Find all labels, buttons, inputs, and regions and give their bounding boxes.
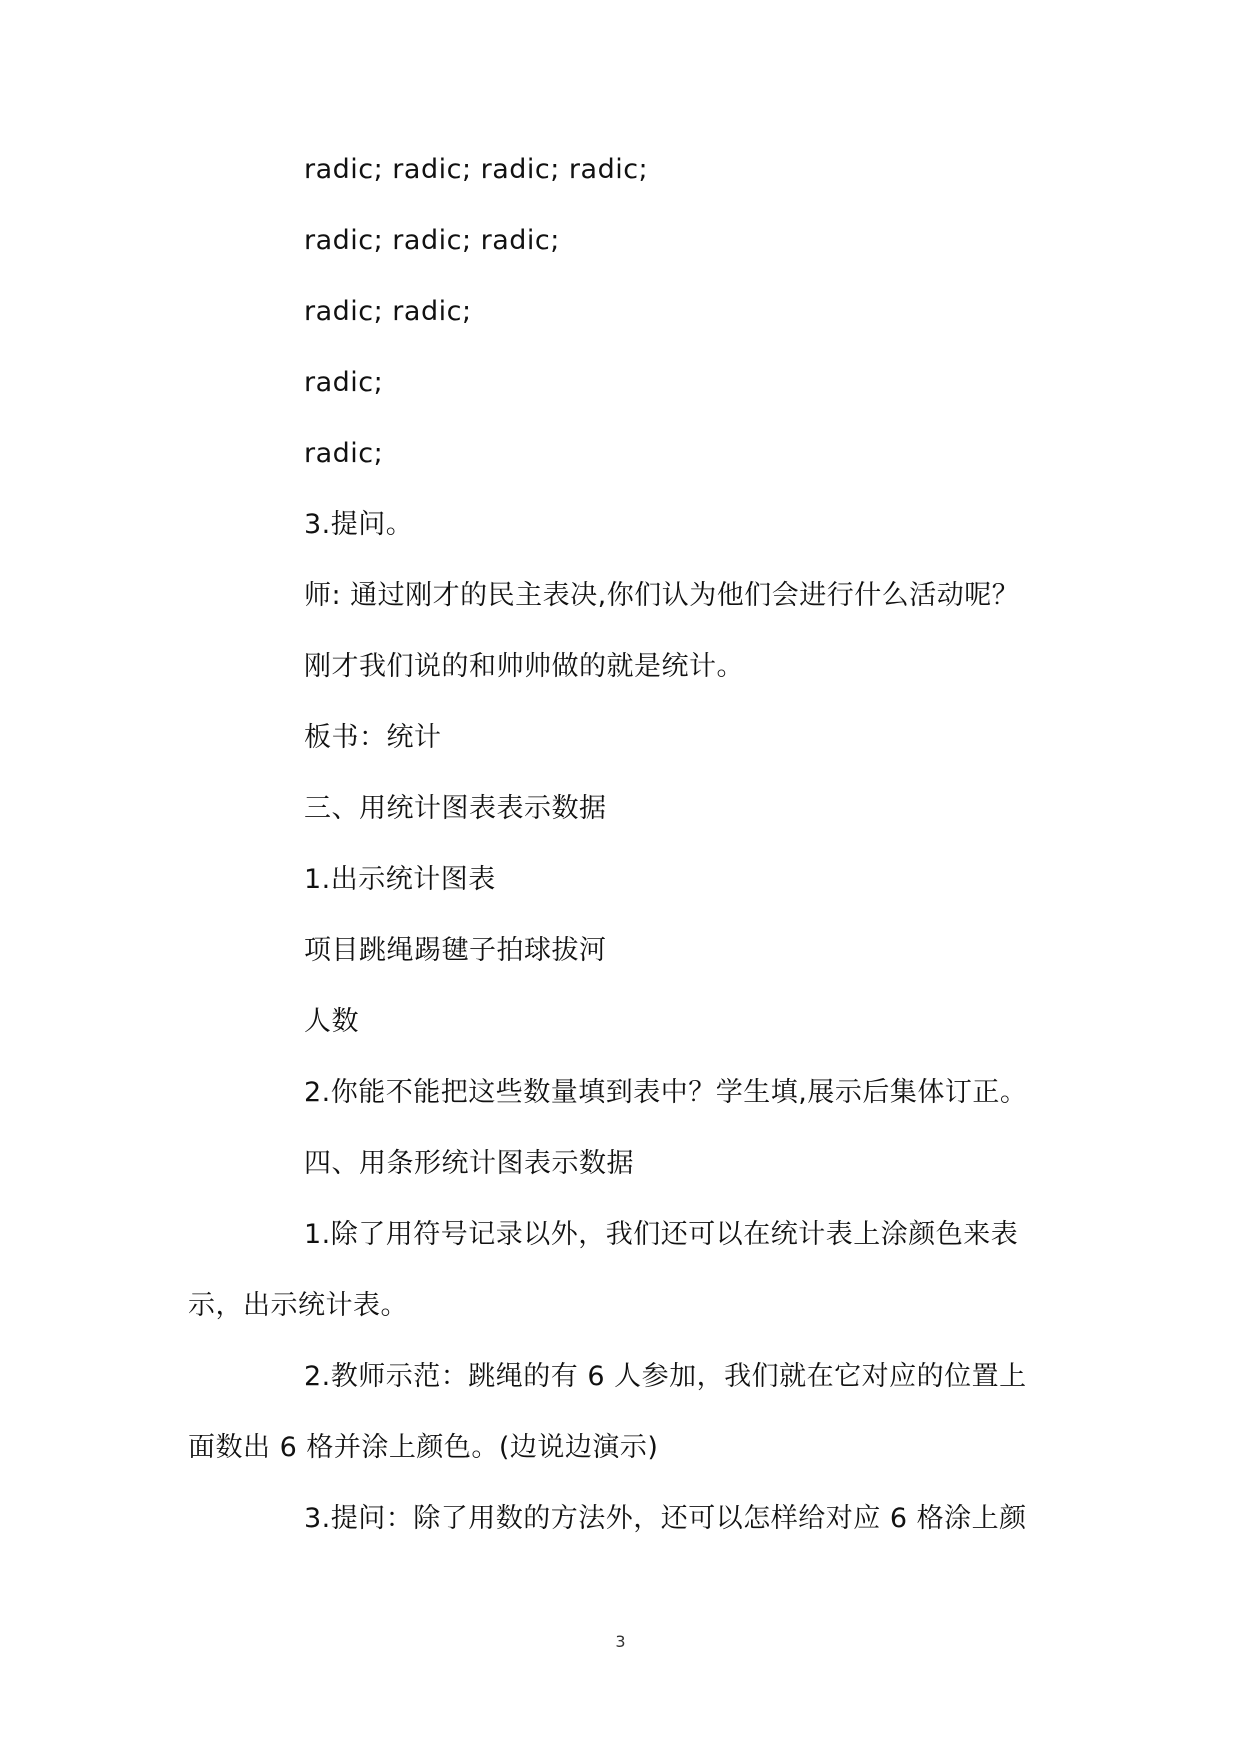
section-three-heading: 三、用统计图表表示数据 <box>304 793 607 824</box>
table-count-row: 人数 <box>304 1006 359 1037</box>
statistics-statement: 刚才我们说的和帅帅做的就是统计。 <box>304 651 744 682</box>
table-items-row: 项目跳绳踢毽子拍球拔河 <box>304 935 607 966</box>
blackboard-note: 板书：统计 <box>304 722 442 753</box>
teacher-question: 师: 通过刚才的民主表决,你们认为他们会进行什么活动呢？ <box>304 580 1020 611</box>
radic-line-5: radic; <box>304 438 384 469</box>
teacher-demo-continuation: 面数出 6 格并涂上颜色。(边说边演示) <box>188 1432 659 1463</box>
followup-question: 3.提问：除了用数的方法外，还可以怎样给对应 6 格涂上颜 <box>304 1503 1027 1534</box>
section-four-heading: 四、用条形统计图表示数据 <box>304 1148 634 1179</box>
teacher-demo-paragraph: 2.教师示范：跳绳的有 6 人参加，我们就在它对应的位置上 <box>304 1361 1027 1392</box>
question-heading: 3.提问。 <box>304 509 414 540</box>
page-number: 3 <box>615 1632 626 1651</box>
radic-line-2: radic; radic; radic; <box>304 225 560 256</box>
color-method-continuation: 示，出示统计表。 <box>188 1290 408 1321</box>
radic-line-3: radic; radic; <box>304 296 472 327</box>
radic-line-4: radic; <box>304 367 384 398</box>
fill-table-step: 2.你能不能把这些数量填到表中？学生填,展示后集体订正。 <box>304 1077 1028 1108</box>
color-method-paragraph: 1.除了用符号记录以外，我们还可以在统计表上涂颜色来表 <box>304 1219 1019 1250</box>
show-chart-step: 1.出示统计图表 <box>304 864 496 895</box>
radic-line-1: radic; radic; radic; radic; <box>304 154 649 185</box>
